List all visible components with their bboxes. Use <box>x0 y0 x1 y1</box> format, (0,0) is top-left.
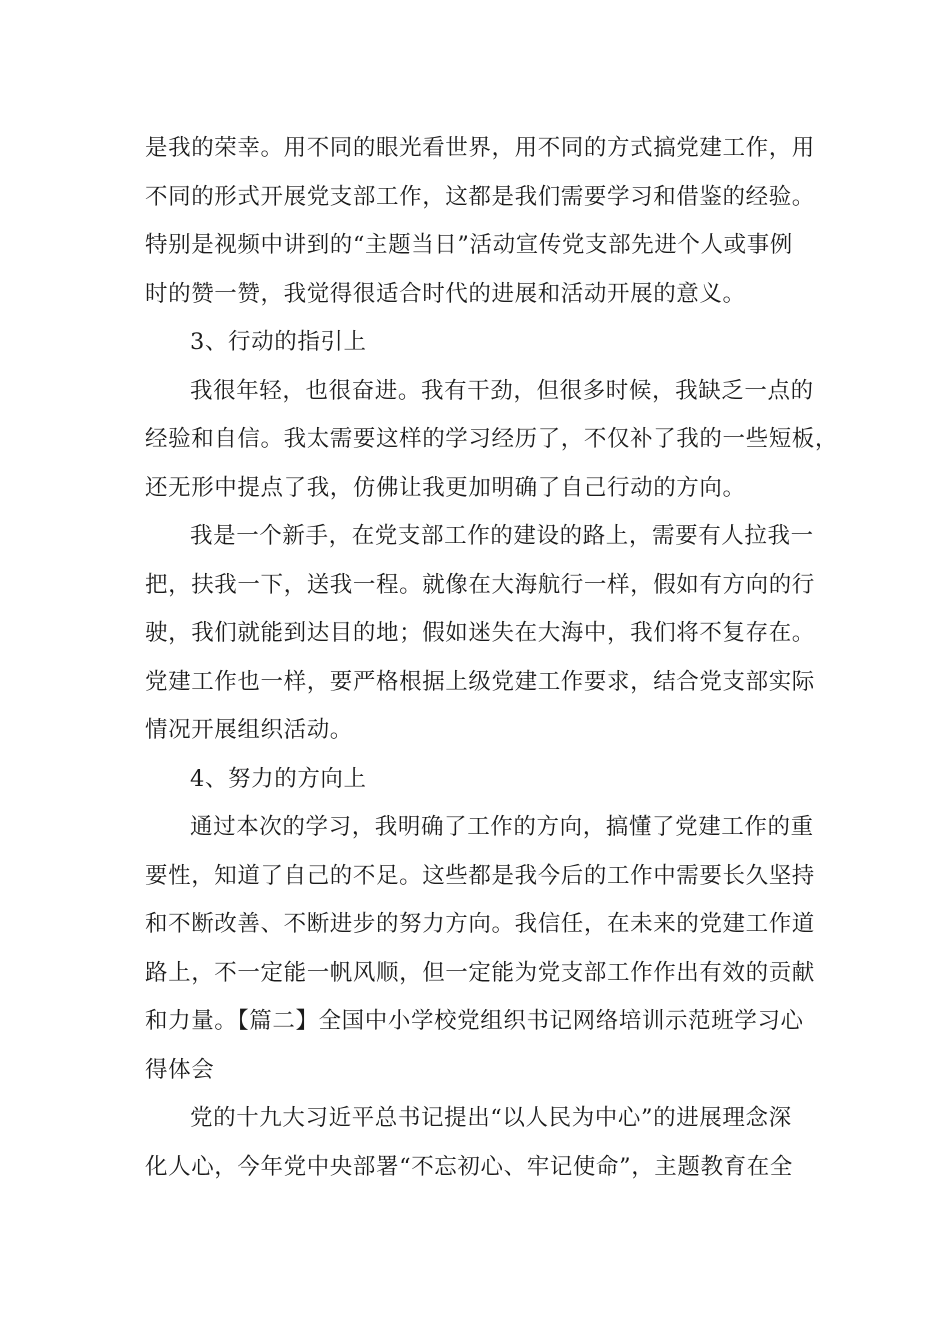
text-line-22: 化人心，今年党中央部署“不忘初心、牢记使命”，主题教育在全 <box>145 1153 793 1180</box>
text-line-2: 不同的形式开展党支部工作，这都是我们需要学习和借鉴的经验。 <box>145 183 815 210</box>
text-line-8: 还无形中提点了我，仿佛让我更加明确了自己行动的方向。 <box>145 474 746 501</box>
text-line-12: 党建工作也一样，要严格根据上级党建工作要求，结合党支部实际 <box>145 668 815 695</box>
text-line-9: 我是一个新手，在党支部工作的建设的路上，需要有人拉我一 <box>190 523 814 549</box>
text-line-10: 把，扶我一下，送我一程。就像在大海航行一样，假如有方向的行 <box>145 571 815 598</box>
text-line-16: 要性，知道了自己的不足。这些都是我今后的工作中需要长久坚持 <box>145 862 815 889</box>
text-line-3: 特别是视频中讲到的“主题当日”活动宣传党支部先进个人或事例 <box>145 232 793 258</box>
text-line-19: 和力量。【篇二】全国中小学校党组织书记网络培训示范班学习心 <box>145 1008 804 1034</box>
document-body <box>145 124 839 1191</box>
text-line-17: 和不断改善、不断进步的努力方向。我信任，在未来的党建工作道 <box>145 911 815 937</box>
text-line-18: 路上，不一定能一帆风顺，但一定能为党支部工作作出有效的贡献 <box>145 959 815 986</box>
text-line-7: 经验和自信。我太需要这样的学习经历了，不仅补了我的一些短板， <box>145 426 839 452</box>
text-line-15: 通过本次的学习，我明确了工作的方向，搞懂了党建工作的重 <box>190 814 814 840</box>
text-line-20: 得体会 <box>145 1056 215 1083</box>
text-line-1: 是我的荣幸。用不同的眼光看世界，用不同的方式搞党建工作，用 <box>145 135 815 161</box>
text-line-21: 党的十九大习近平总书记提出“以人民为中心”的进展理念深 <box>190 1105 792 1131</box>
text-line-13: 情况开展组织活动。 <box>145 717 353 743</box>
text-line-11: 驶，我们就能到达目的地；假如迷失在大海中，我们将不复存在。 <box>145 620 815 646</box>
text-line-4: 时的赞一赞，我觉得很适合时代的进展和活动开展的意义。 <box>145 280 746 307</box>
text-line-6: 我很年轻，也很奋进。我有干劲，但很多时候，我缺乏一点的 <box>190 377 814 404</box>
section-heading-3: 3、行动的指引上 <box>190 329 367 355</box>
section-heading-4: 4、努力的方向上 <box>190 765 367 792</box>
